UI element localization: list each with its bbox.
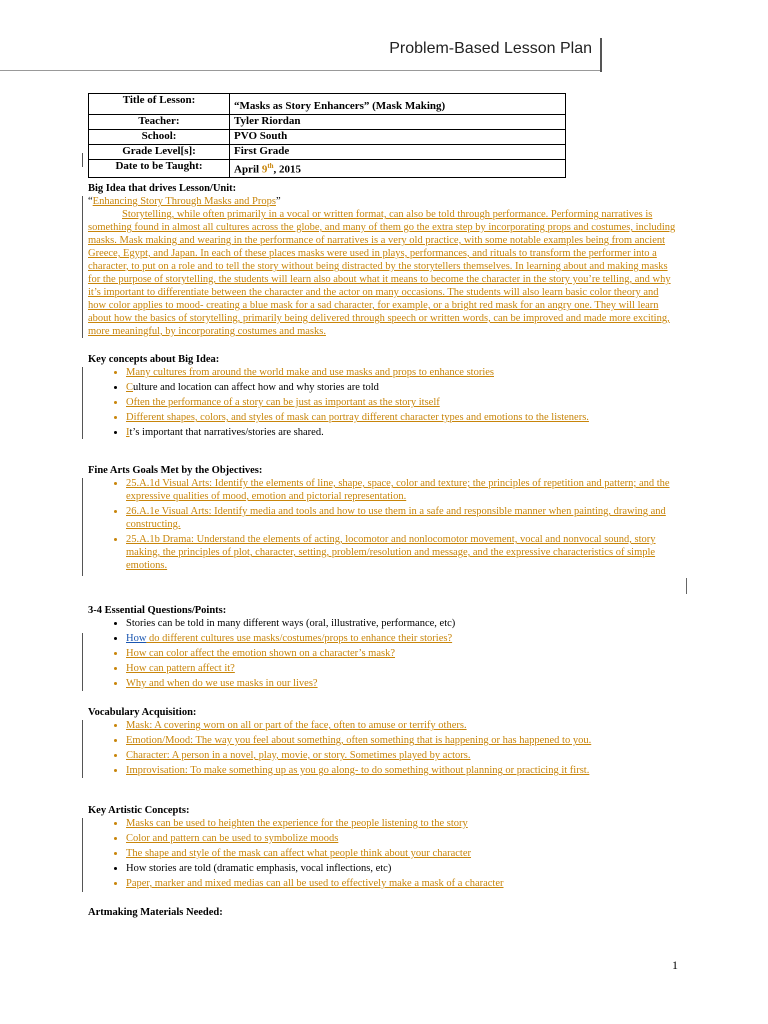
page-number: 1 xyxy=(672,958,678,972)
header-divider xyxy=(600,38,602,72)
change-bar xyxy=(82,818,83,892)
key-concepts-list xyxy=(88,366,688,439)
header-title: Problem-Based Lesson Plan xyxy=(389,40,592,57)
section-title: Artmaking Materials Needed: xyxy=(88,907,223,918)
section-title: 3-4 Essential Questions/Points: xyxy=(88,605,227,616)
list-item: • 26.A.1e Visual Arts: Identify media and tools and how to use them in a safe and responsible manner when painting, drawing and constructing. xyxy=(126,505,678,531)
list-item: • How stories are told (dramatic emphasis, vocal inflections, etc) xyxy=(126,862,688,875)
list-item: • 25.A.1d Visual Arts: Identify the elements of line, shape, space, color and texture; the principles of repetition and pattern; and the expressive qualities of mood, emotion and pictorial representation. xyxy=(126,477,678,503)
list-item: • Many cultures from around the world make and use masks and props to enhance stories xyxy=(126,366,688,379)
list-item: • Emotion/Mood: The way you feel about something, often something that is happening or has happened to you. xyxy=(126,734,688,747)
change-bar xyxy=(82,720,83,778)
date-suffix: th xyxy=(267,162,274,170)
big-idea-subtitle-text: Enhancing Story Through Masks and Props xyxy=(92,196,276,207)
change-bar xyxy=(82,153,83,167)
vocabulary-list xyxy=(88,719,688,777)
key-concepts-section xyxy=(88,353,688,439)
table-row xyxy=(89,145,566,160)
section-title: Big Idea that drives Lesson/Unit: xyxy=(88,183,237,194)
list-item: • Paper, marker and mixed medias can all be used to effectively make a mask of a character xyxy=(126,877,688,890)
list-item: • Why and when do we use masks in our lives? xyxy=(126,677,688,690)
section-title: Vocabulary Acquisition: xyxy=(88,707,197,718)
page-header xyxy=(0,36,600,71)
materials-section xyxy=(88,906,688,919)
list-item: • Masks can be used to heighten the experience for the people listening to the story xyxy=(126,817,688,830)
artistic-concepts-section xyxy=(88,804,688,890)
lesson-title-value: “Masks as Story Enhancers” (Mask Making) xyxy=(230,94,566,115)
list-item: • Mask: A covering worn on all or part of the face, often to amuse or terrify others. xyxy=(126,719,688,732)
list-item: • 25.A.1b Drama: Understand the elements of acting, locomotor and nonlocomotor movement, vocal and nonvocal sound, story making, the principles of plot, character, setting, problem/resolution and message, and the expressive characteristics of simple emotions. xyxy=(126,533,678,572)
list-item: • Different shapes, colors, and styles of mask can portray different character types and emotions to the listeners. xyxy=(126,411,688,424)
row-label: Title of Lesson: xyxy=(89,94,230,115)
grade-value: First Grade xyxy=(230,145,566,160)
table-row xyxy=(89,115,566,130)
list-item: • Character: A person in a novel, play, movie, or story. Sometimes played by actors. xyxy=(126,749,688,762)
list-item: • How do different cultures use masks/costumes/props to enhance their stories? xyxy=(126,632,688,645)
vocabulary-section xyxy=(88,706,688,777)
change-bar xyxy=(82,633,83,691)
lesson-info-table xyxy=(88,93,566,178)
list-item: • How can color affect the emotion shown on a character’s mask? xyxy=(126,647,688,660)
essential-questions-list xyxy=(88,617,688,690)
essential-questions-section xyxy=(88,604,688,690)
teacher-value: Tyler Riordan xyxy=(230,115,566,130)
change-bar xyxy=(82,478,83,576)
big-idea-paragraph: Storytelling, while often primarily in a vocal or written format, can also be told through performance. Performing narratives is something found in almost all cultures across the globe, and many of them go the extra step by incorporating props and costumes, including masks. Mask making and wearing in the performance of narratives is a very old practice, with some notable examples being from ancient Greece, Egypt, and Japan. In each of these places masks were used in plays, performances, and rituals to transform the performer into a character, to put on a role and to tell the story without being distracted by the storytellers themselves. In learning about and making masks for the purpose of storytelling, the students will learn also about what it means to become the character in the story you’re telling, and why it’s important to differentiate between the character and the actor on many occasions. The students will also learn basic color theory and how color applies to mood- creating a blue mask for a sad character, for example, or a bright red mask for an angry one. They will learn about how the basics of storytelling, primarily being delivered through speech or written words, can be improved and made more exciting, more meaningful, by incorporating costumes and masks. xyxy=(88,209,676,337)
list-item: • Color and pattern can be used to symbolize moods xyxy=(126,832,688,845)
school-value: PVO South xyxy=(230,130,566,145)
date-day: 9 xyxy=(261,163,268,176)
big-idea-subtitle: “Enhancing Story Through Masks and Props” xyxy=(88,196,281,207)
artistic-concepts-list xyxy=(88,817,688,890)
list-item: • The shape and style of the mask can affect what people think about your character xyxy=(126,847,688,860)
list-item: • Improvisation: To make something up as you go along- to do something without planning or practicing it first. xyxy=(126,764,688,777)
date-year: , 2015 xyxy=(273,163,302,176)
table-row xyxy=(89,160,566,178)
table-row xyxy=(89,130,566,145)
change-bar xyxy=(686,578,687,594)
fine-arts-list xyxy=(88,477,678,572)
section-title: Key Artistic Concepts: xyxy=(88,805,190,816)
row-label: Grade Level[s]: xyxy=(89,145,230,160)
list-item: • Stories can be told in many different ways (oral, illustrative, performance, etc) xyxy=(126,617,688,630)
row-label: Teacher: xyxy=(89,115,230,130)
list-item: • Often the performance of a story can be just as important as the story itself xyxy=(126,396,688,409)
date-month: April xyxy=(234,163,262,176)
section-title: Fine Arts Goals Met by the Objectives: xyxy=(88,465,263,476)
date-value xyxy=(230,160,566,178)
list-item: • How can pattern affect it? xyxy=(126,662,688,675)
list-item: • It’s important that narratives/stories are shared. xyxy=(126,426,688,439)
section-title: Key concepts about Big Idea: xyxy=(88,354,220,365)
fine-arts-section xyxy=(88,464,688,572)
table-row xyxy=(89,94,566,115)
change-bar xyxy=(82,367,83,439)
list-item: • Culture and location can affect how and why stories are told xyxy=(126,381,688,394)
big-idea-section xyxy=(88,182,688,338)
row-label: Date to be Taught: xyxy=(89,160,230,178)
change-bar xyxy=(82,196,83,338)
row-label: School: xyxy=(89,130,230,145)
